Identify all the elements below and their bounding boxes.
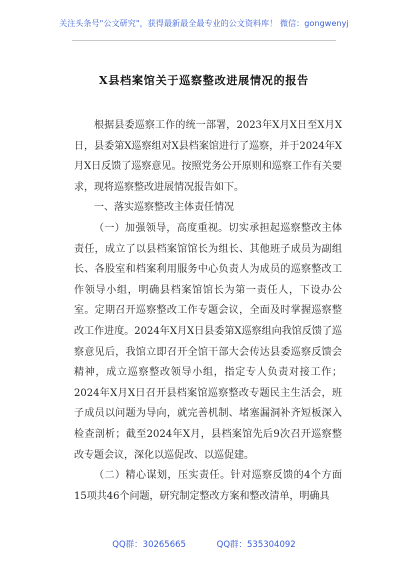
- document-body: [74, 116, 342, 507]
- header-banner[interactable]: 关注头条号"公文研究"，获得最新最全最专业的公文资料库！ 微信：gongwenyj: [59, 19, 349, 28]
- body-paragraph-leadership: （一）加强领导，高度重视。切实承担起巡察整改主体责任，成立了以县档案馆馆长为组长、其他班子成员为副组长、各股室和档案利用服务中心负责人为成员的巡察整改工作领导小组，明确县档案馆馆长为第一责任人，下设办公室。定期召开巡察整改工作专题会议，全面及时掌握巡察整改工作进度。2024年X月X日县委第X巡察组向我馆反馈了巡察意见后，我馆立即召开全馆干部大会传达县委巡察反馈会精神，成立巡察整改领导小组，指定专人负责对接工作；2024年X月X日召开县档案馆巡察整改专题民主生活会，班子成员以问题为导向，就完善机制、堵塞漏洞补齐短板深入检查剖析；截至2024年X月，县档案馆先后9次召开巡察整改专题会议，深化以巡促改、以巡促建。: [74, 222, 342, 461]
- footer-qq-group-2[interactable]: QQ群：535304092: [216, 540, 296, 550]
- header-divider: [72, 40, 336, 41]
- body-paragraph-intro: 根据县委巡察工作的统一部署，2023年X月X日至X月X日，县委第X巡察组对X县档案馆进行了巡察，并于2024年X月X日反馈了巡察意见。按照党务公开原则和巡察工作有关要求，现将巡察整改进展情况报告如下。: [74, 120, 342, 193]
- section-heading-1: 一、落实巡察整改主体责任情况: [94, 202, 234, 214]
- footer-contact: [0, 538, 408, 550]
- footer-qq-group-1[interactable]: QQ群：30265665: [112, 540, 186, 550]
- document-title: X县档案馆关于巡察整改进展情况的报告: [99, 74, 309, 87]
- body-paragraph-planning: （二）精心谋划，压实责任。针对巡察反馈的4个方面15项共46个问题，研究制定整改方案和整改清单，明确具: [74, 470, 342, 502]
